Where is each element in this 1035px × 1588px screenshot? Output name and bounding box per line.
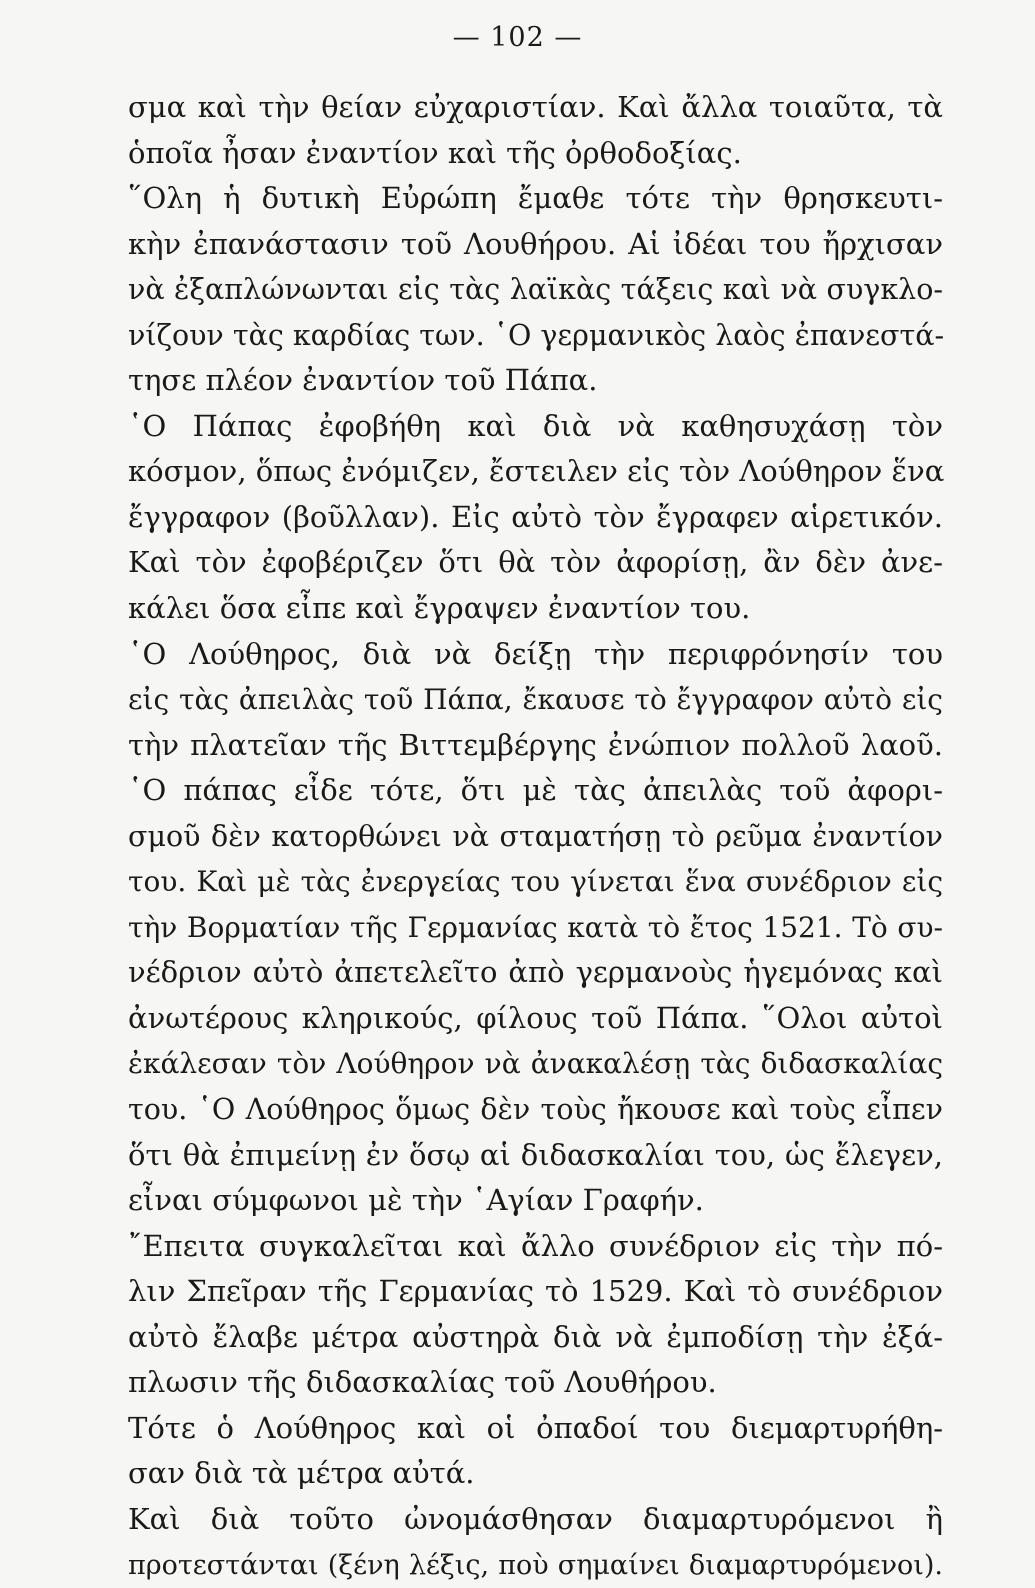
text-line: λιν Σπεῖραν τῆς Γερμανίας τὸ 1529. Καὶ τὸ συνέδριον [128,1269,943,1315]
text-line: σμοῦ δὲν κατορθώνει νὰ σταματήσῃ τὸ ρεῦμα ἐναντίον [128,814,943,860]
text-line: εἶναι σύμφωνοι μὲ τὴν ῾Αγίαν Γραφήν. [128,1178,943,1224]
text-line: του. ῾Ο Λούθηρος ὅμως δὲν τοὺς ἤκουσε καὶ τοὺς εἶπεν [128,1087,943,1133]
text-line: ῾Ο Λούθηρος, διὰ νὰ δείξῃ τὴν περιφρόνησίν του [128,632,943,678]
text-line: ῞Ολη ἡ δυτικὴ Εὐρώπη ἔμαθε τότε τὴν θρησκευτι- [128,176,943,222]
text-line: τησε πλέον ἐναντίον τοῦ Πάπα. [128,358,943,404]
text-line: πλωσιν τῆς διδασκαλίας τοῦ Λουθήρου. [128,1360,943,1406]
text-line: ῎Επειτα συγκαλεῖται καὶ ἄλλο συνέδριον εἰς τὴν πό- [128,1224,943,1270]
text-line: κόσμον, ὅπως ἐνόμιζεν, ἔστειλεν εἰς τὸν Λούθηρον ἕνα [128,449,943,495]
text-line: ὁποῖα ἦσαν ἐναντίον καὶ τῆς ὀρθοδοξίας. [128,131,943,177]
text-line: ὅτι θὰ ἐπιμείνῃ ἐν ὅσῳ αἱ διδασκαλίαι του, ὡς ἔλεγεν, [128,1133,943,1179]
text-line: νίζουν τὰς καρδίας των. ῾Ο γερμανικὸς λαὸς ἐπανεστά- [128,313,943,359]
text-line: τὴν πλατεῖαν τῆς Βιττεμβέργης ἐνώπιον πολλοῦ λαοῦ. [128,723,943,769]
text-line: αὐτὸ ἔλαβε μέτρα αὐστηρὰ διὰ νὰ ἐμποδίσῃ τὴν ἐξά- [128,1315,943,1361]
text-line: προτεστάνται (ξένη λέξις, ποὺ σημαίνει διαμαρτυρόμενοι). [128,1543,943,1588]
page-body-text [128,85,943,1588]
text-line: ἀνωτέρους κληρικούς, φίλους τοῦ Πάπα. ῞Ολοι αὐτοὶ [128,996,943,1042]
text-line: Καὶ διὰ τοῦτο ὠνομάσθησαν διαμαρτυρόμενοι ἢ [128,1497,943,1543]
text-line: νέδριον αὐτὸ ἀπετελεῖτο ἀπὸ γερμανοὺς ἡγεμόνας καὶ [128,950,943,996]
text-line: σμα καὶ τὴν θείαν εὐχαριστίαν. Καὶ ἄλλα τοιαῦτα, τὰ [128,85,943,131]
text-line: τὴν Βορματίαν τῆς Γερμανίας κατὰ τὸ ἔτος 1521. Τὸ συ- [128,905,943,951]
text-line: εἰς τὰς ἀπειλὰς τοῦ Πάπα, ἔκαυσε τὸ ἔγγραφον αὐτὸ εἰς [128,677,943,723]
text-line: νὰ ἐξαπλώνωνται εἰς τὰς λαϊκὰς τάξεις καὶ νὰ συγκλο- [128,267,943,313]
text-line: Τότε ὁ Λούθηρος καὶ οἱ ὀπαδοί του διεμαρτυρήθη- [128,1406,943,1452]
text-line: σαν διὰ τὰ μέτρα αὐτά. [128,1451,943,1497]
page-number: — 102 — [0,22,1035,53]
text-line: κάλει ὅσα εἶπε καὶ ἔγραψεν ἐναντίον του. [128,586,943,632]
text-line: ῾Ο Πάπας ἐφοβήθη καὶ διὰ νὰ καθησυχάσῃ τὸν [128,404,943,450]
text-line: ἔγγραφον (βοῦλλαν). Εἰς αὐτὸ τὸν ἔγραφεν αἱρετικόν. [128,495,943,541]
text-line: του. Καὶ μὲ τὰς ἐνεργείας του γίνεται ἕνα συνέδριον εἰς [128,859,943,905]
text-line: κὴν ἐπανάστασιν τοῦ Λουθήρου. Αἱ ἰδέαι του ἤρχισαν [128,222,943,268]
text-line: ῾Ο πάπας εἶδε τότε, ὅτι μὲ τὰς ἀπειλὰς τοῦ ἀφορι- [128,768,943,814]
text-line: Καὶ τὸν ἐφοβέριζεν ὅτι θὰ τὸν ἀφορίσῃ, ἂν δὲν ἀνε- [128,540,943,586]
text-line: ἐκάλεσαν τὸν Λούθηρον νὰ ἀνακαλέσῃ τὰς διδασκαλίας [128,1041,943,1087]
